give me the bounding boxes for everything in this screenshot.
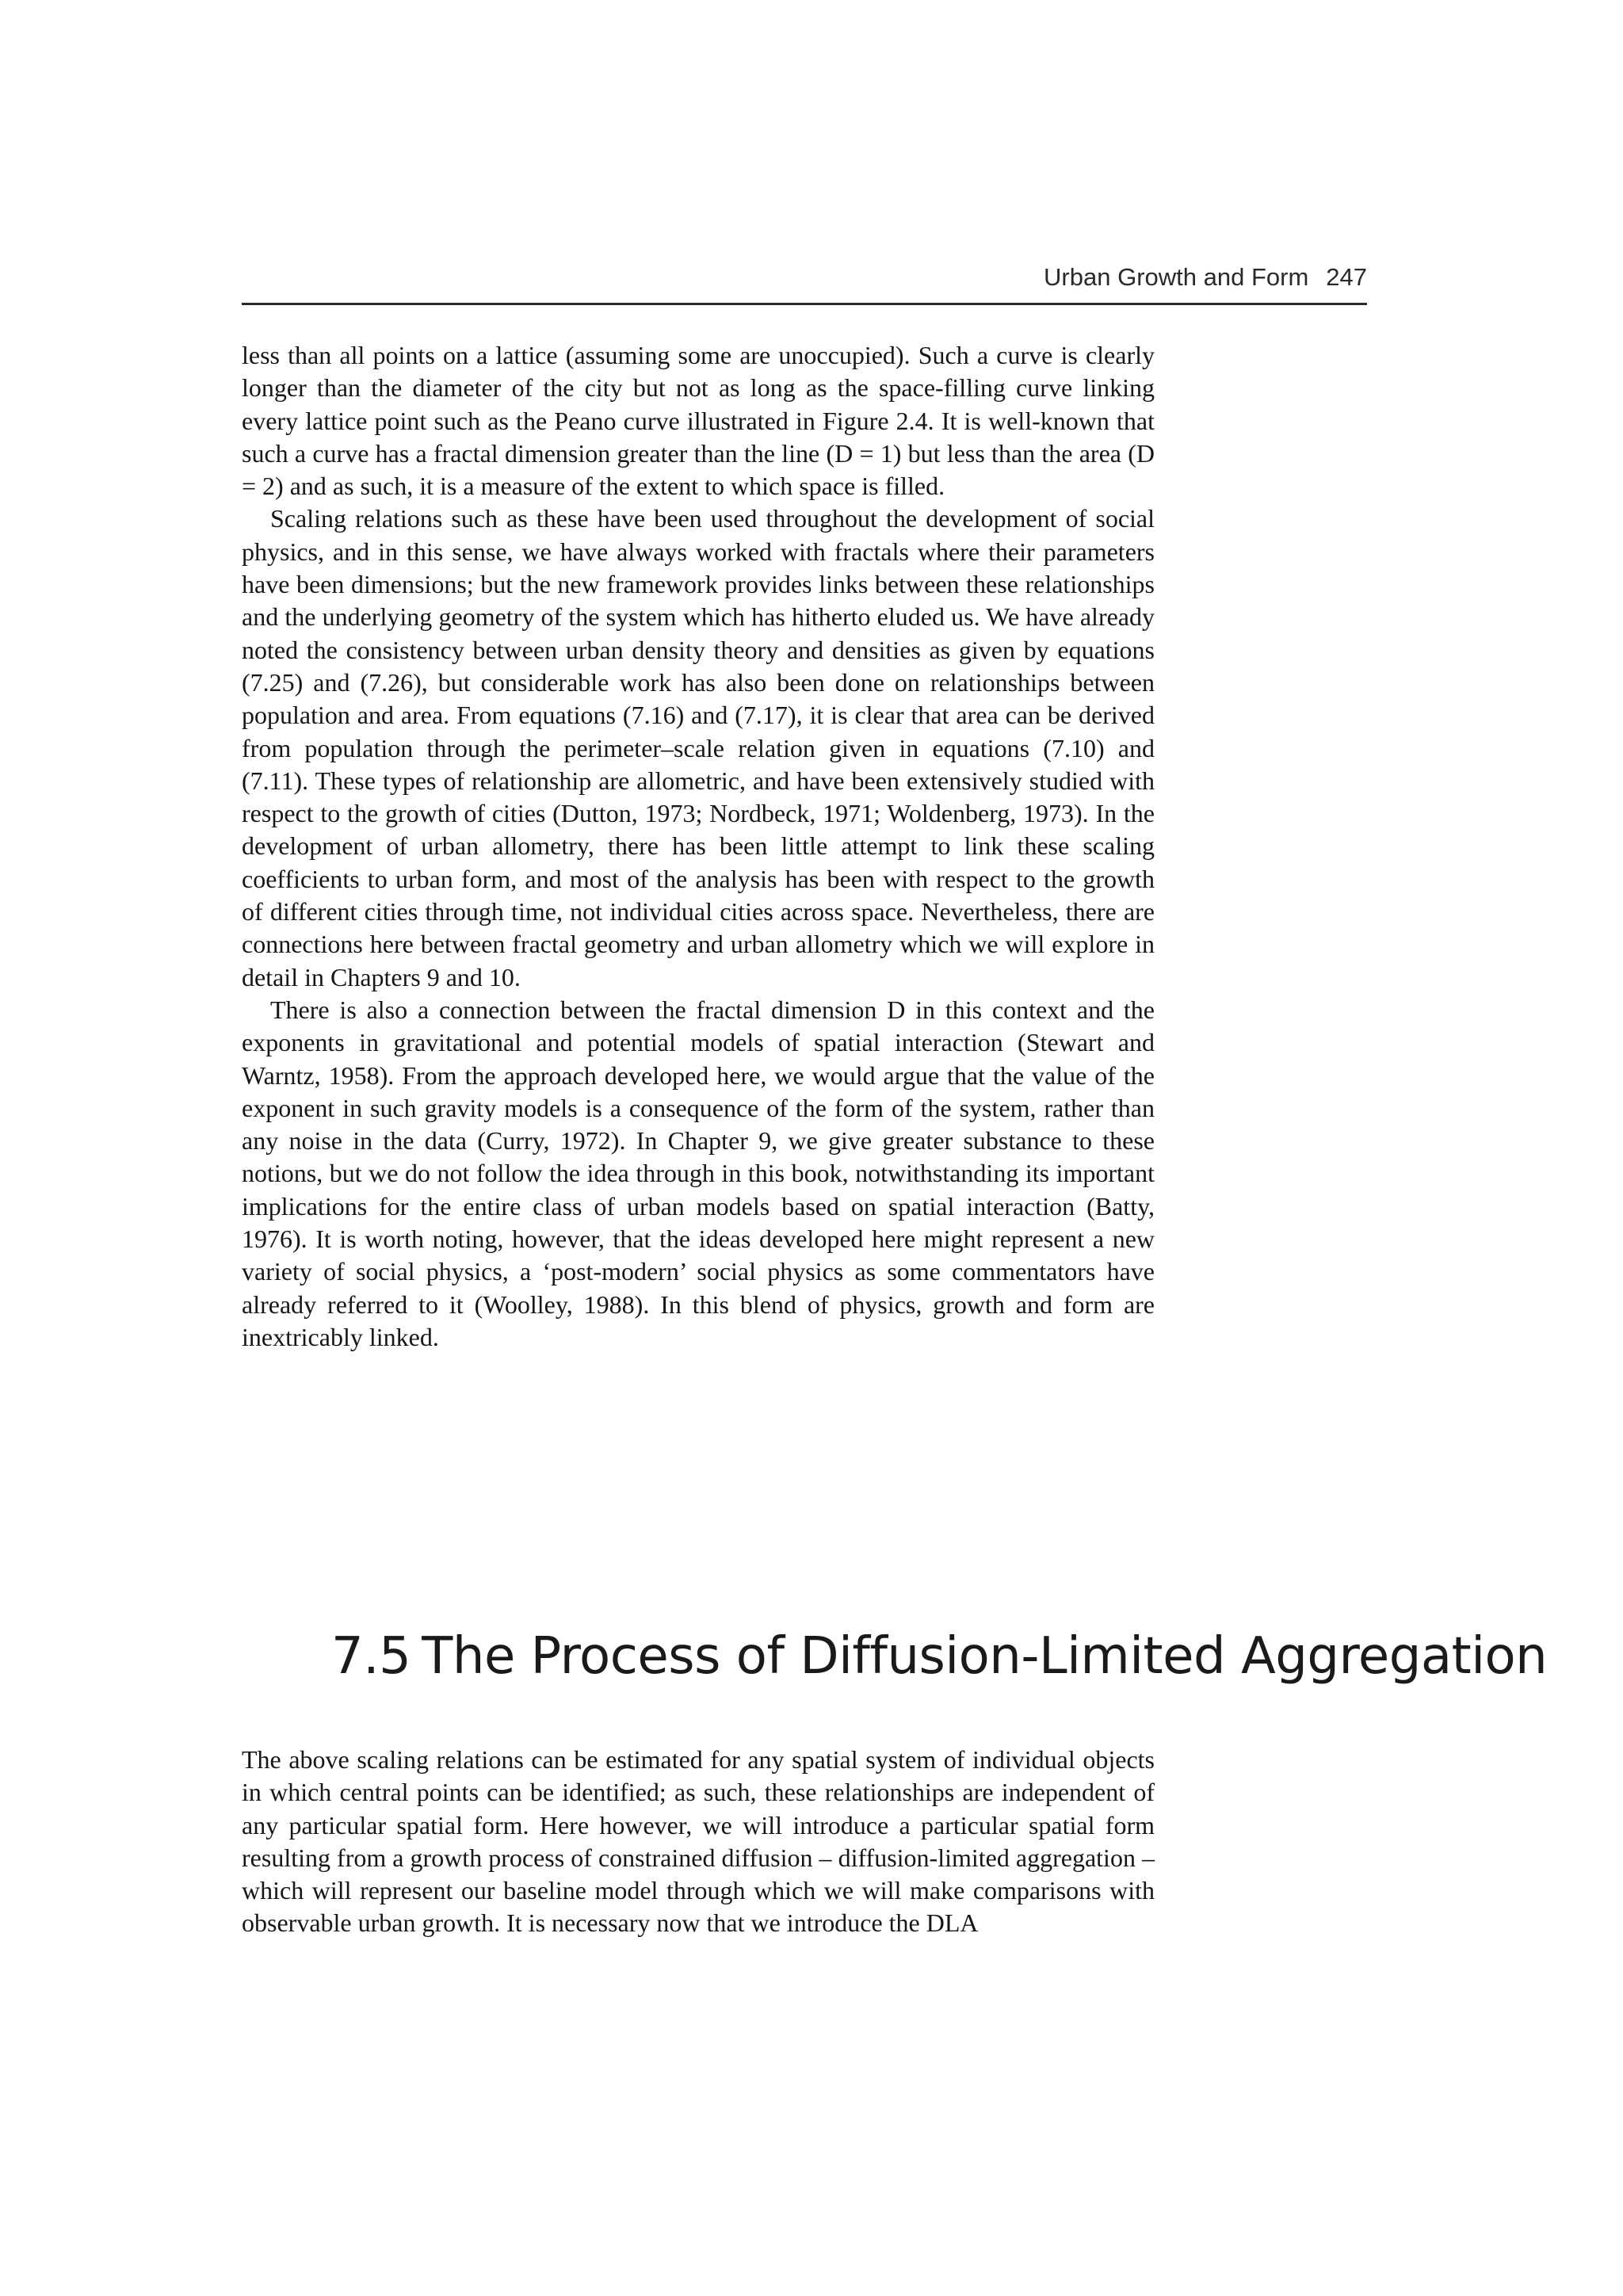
section-number: 7.5 (331, 1627, 411, 1686)
section-title: The Process of Diffusion-Limited Aggregation (422, 1627, 1548, 1686)
running-head-title: Urban Growth and Form (1044, 263, 1309, 291)
paragraph-continuation: less than all points on a lattice (assuming some are unoccupied). Such a curve is clearly longer than the diameter of the city but not as long as the space-filling curve linking every lattice point such as the Peano curve illustrated in Figure 2.4. It is well-known that such a curve has a fractal dimension greater than the line (D = 1) but less than the area (D = 2) and as such, it is a measure of the extent to which space is filled. (242, 341, 1155, 501)
running-head (242, 262, 1367, 293)
page-number: 247 (1326, 263, 1367, 291)
body-text-section (242, 1744, 1155, 1940)
section-heading (331, 1625, 1548, 1688)
paragraph-section-intro: The above scaling relations can be estimated for any spatial system of individual objects in which central points can be identified; as such, these relationships are independent of any particular spatial form. Here however, we will introduce a particular spatial form resulting from a growth process of constrained diffusion – diffusion-limited aggregation – which will represent our baseline model through which we will make comparisons with observable urban growth. It is necessary now that we introduce the DLA (242, 1745, 1155, 1938)
header-rule (242, 303, 1367, 305)
paragraph-scaling-relations: Scaling relations such as these have been used throughout the development of social physics, and in this sense, we have always worked with fractals where their parameters have been dimensions; but the new framework provides links between these relationships and the underlying geometry of the system which has hitherto eluded us. We have already noted the consistency between urban density theory and densities as given by equations (7.25) and (7.26), but considerable work has also been done on relationships between population and area. From equations (7.16) and (7.17), it is clear that area can be derived from population through the perimeter–scale relation given in equations (7.10) and (7.11). These types of relationship are allometric, and have been extensively studied with respect to the growth of cities (Dutton, 1973; Nordbeck, 1971; Woldenberg, 1973). In the development of urban allometry, there has been little attempt to link these scaling coefficients to urban form, and most of the analysis has been with respect to the growth of different cities through time, not individual cities across space. Nevertheless, there are connections here between fractal geometry and urban allometry which we will explore in detail in Chapters 9 and 10. (242, 504, 1155, 991)
body-text-upper (242, 339, 1155, 1354)
paragraph-gravity-models: There is also a connection between the fractal dimension D in this context and the exponents in gravitational and potential models of spatial interaction (Stewart and Warntz, 1958). From the approach developed here, we would argue that the value of the exponent in such gravity models is a consequence of the form of the system, rather than any noise in the data (Curry, 1972). In Chapter 9, we give greater substance to these notions, but we do not follow the idea through in this book, notwithstanding its important implications for the entire class of urban models based on spatial interaction (Batty, 1976). It is worth noting, however, that the ideas developed here might represent a new variety of social physics, a ‘post-modern’ social physics as some commentators have already referred to it (Woolley, 1988). In this blend of physics, growth and form are inextricably linked. (242, 995, 1155, 1351)
